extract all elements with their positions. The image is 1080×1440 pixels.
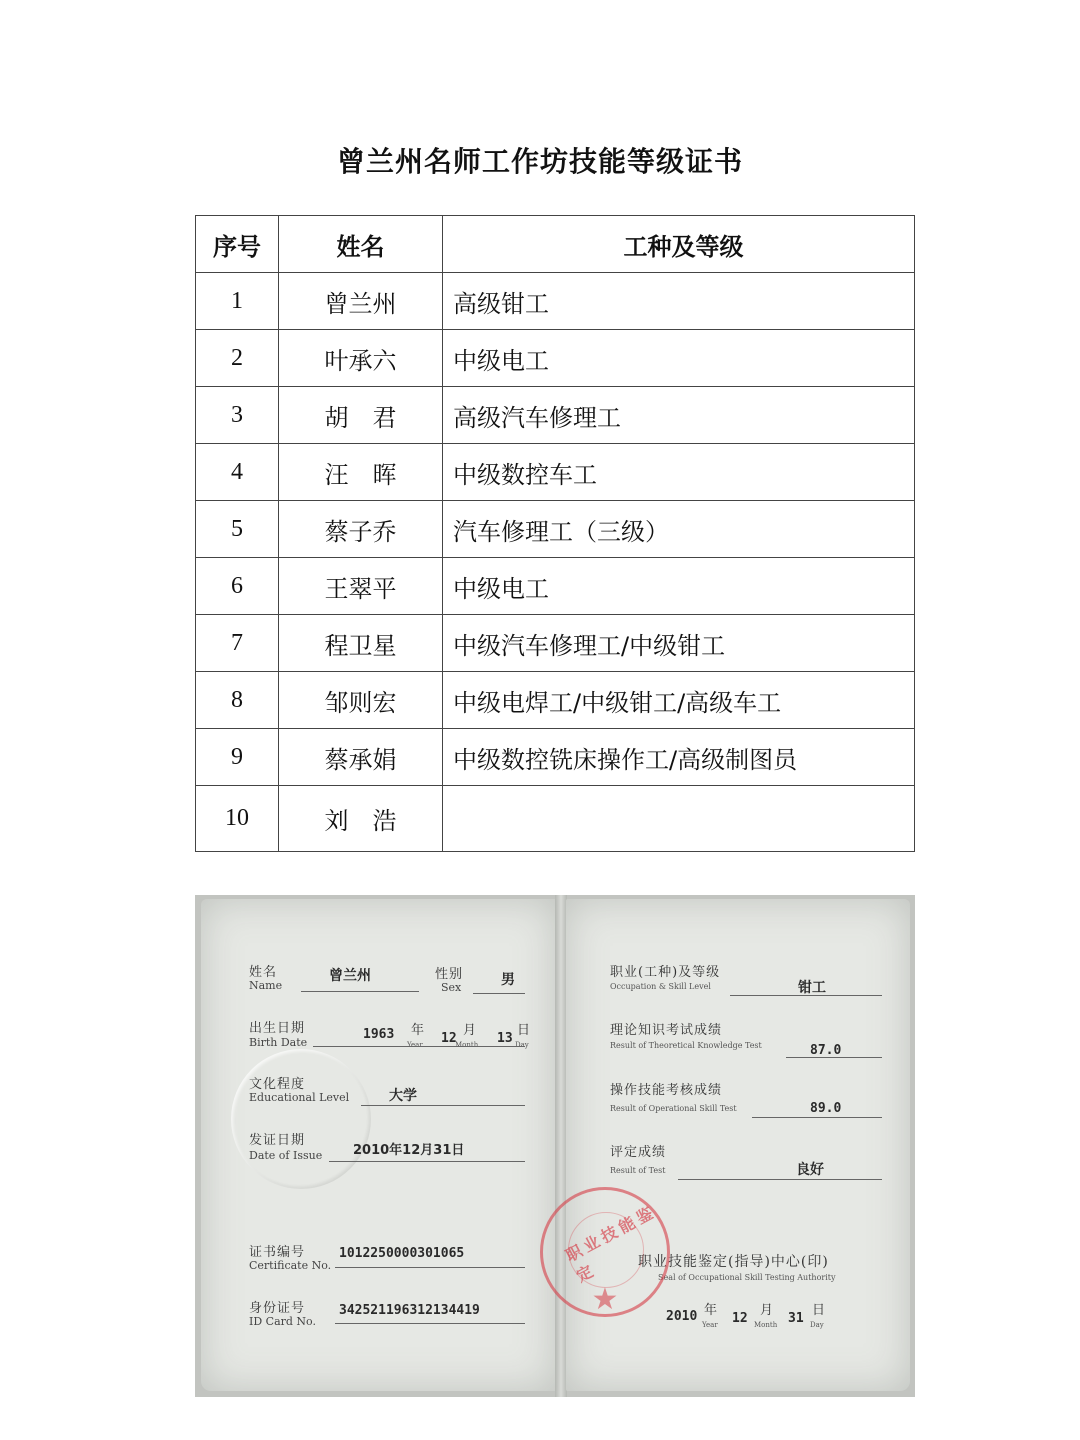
cell-trade: 中级数控铣床操作工/高级制图员 [443,729,915,786]
table-row [196,444,915,501]
cell-name: 汪 晖 [279,444,443,501]
cell-trade: 中级汽车修理工/中级钳工 [443,615,915,672]
seal-month-en: Month [754,1321,778,1329]
seal-label-cn: 职业技能鉴定(指导)中心(印) [638,1254,829,1270]
year-label-en: Year [407,1041,423,1049]
document-title: 曾兰州名师工作坊技能等级证书 [336,145,743,178]
birth-label-cn: 出生日期 [249,1021,306,1036]
birth-month-value: 12 [441,1031,457,1046]
cell-no: 8 [196,672,279,729]
table-header-row [196,216,915,273]
seal-year-cn: 年 [704,1303,719,1318]
cell-name: 曾兰州 [279,273,443,330]
seal-label-en: Seal of Occupational Skill Testing Authority [658,1273,836,1282]
name-value: 曾兰州 [329,968,371,984]
cell-name: 程卫星 [279,615,443,672]
id-label-en: ID Card No. [249,1315,316,1328]
cell-trade: 中级数控车工 [443,444,915,501]
issue-label-cn: 发证日期 [249,1133,306,1148]
header-trade: 工种及等级 [443,216,915,273]
seal-day-en: Day [810,1321,824,1329]
skill-value: 89.0 [810,1101,842,1116]
cell-trade: 中级电焊工/中级钳工/高级车工 [443,672,915,729]
embossed-seal [231,1049,371,1189]
cell-no: 1 [196,273,279,330]
cell-name: 邹则宏 [279,672,443,729]
skill-label-cn: 操作技能考核成绩 [610,1083,723,1098]
seal-day-cn: 日 [812,1303,827,1318]
birth-label-en: Birth Date [249,1036,308,1049]
table-row [196,330,915,387]
month-label-cn: 月 [463,1023,478,1038]
sex-label-en: Sex [441,981,462,994]
cell-trade: 汽车修理工（三级） [443,501,915,558]
seal-year-en: Year [702,1321,718,1329]
month-label-en: Month [455,1041,479,1049]
stamp-text: 职业技能鉴定 [562,1201,660,1286]
table-row [196,672,915,729]
cell-name: 胡 君 [279,387,443,444]
table-row [196,501,915,558]
birth-year-value: 1963 [363,1027,395,1042]
cell-trade: 中级电工 [443,558,915,615]
red-official-stamp [540,1187,670,1317]
id-label-cn: 身份证号 [249,1301,306,1316]
name-label-cn: 姓名 [249,965,278,980]
skill-label-en: Result of Operational Skill Test [610,1104,737,1113]
stamp-star-icon: ★ [591,1282,619,1317]
cell-trade: 中级电工 [443,330,915,387]
eval-label-en: Result of Test [610,1166,666,1175]
name-label-en: Name [249,979,283,992]
cell-no: 5 [196,501,279,558]
cell-no: 9 [196,729,279,786]
theory-value: 87.0 [810,1043,842,1058]
eval-label-cn: 评定成绩 [610,1145,667,1160]
seal-day-value: 31 [788,1311,804,1326]
cert-no-label-cn: 证书编号 [249,1245,306,1260]
theory-label-en: Result of Theoretical Knowledge Test [610,1041,762,1050]
roster-table [195,215,915,852]
seal-year-value: 2010 [666,1309,698,1324]
edu-value: 大学 [389,1088,417,1104]
eval-value: 良好 [796,1162,824,1178]
cell-name: 蔡子乔 [279,501,443,558]
header-name: 姓名 [279,216,443,273]
certificate-right-page [566,899,910,1391]
cell-trade [443,786,915,852]
seal-month-cn: 月 [760,1303,775,1318]
cell-name: 蔡承娟 [279,729,443,786]
occupation-value: 钳工 [798,980,826,996]
id-value: 342521196312134419 [339,1303,480,1318]
certificate-photo [195,895,915,1397]
header-no: 序号 [196,216,279,273]
theory-label-cn: 理论知识考试成绩 [610,1023,723,1038]
edu-label-en: Educational Level [249,1091,350,1104]
edu-label-cn: 文化程度 [249,1077,306,1092]
seal-month-value: 12 [732,1311,748,1326]
cell-trade: 高级钳工 [443,273,915,330]
cell-trade: 高级汽车修理工 [443,387,915,444]
cell-name: 王翠平 [279,558,443,615]
table-row [196,729,915,786]
cell-no: 4 [196,444,279,501]
cell-no: 6 [196,558,279,615]
cell-name: 刘 浩 [279,786,443,852]
issue-value: 2010年12月31日 [353,1143,465,1158]
table-row [196,558,915,615]
occupation-label-cn: 职业(工种)及等级 [610,965,721,980]
table-row [196,387,915,444]
sex-label-cn: 性别 [435,967,464,982]
table-row [196,615,915,672]
day-label-en: Day [515,1041,529,1049]
sex-value: 男 [501,972,515,988]
cert-no-value: 1012250000301065 [339,1246,465,1261]
occupation-label-en: Occupation & Skill Level [610,982,711,991]
cell-no: 2 [196,330,279,387]
cell-no: 3 [196,387,279,444]
certificate-left-page [201,899,556,1391]
birth-day-value: 13 [497,1031,513,1046]
cert-no-label-en: Certificate No. [249,1259,332,1272]
cell-no: 7 [196,615,279,672]
day-label-cn: 日 [517,1023,532,1038]
table-row [196,273,915,330]
cell-no: 10 [196,786,279,852]
year-label-cn: 年 [411,1023,426,1038]
table-row [196,786,915,852]
issue-label-en: Date of Issue [249,1149,323,1162]
cell-name: 叶承六 [279,330,443,387]
